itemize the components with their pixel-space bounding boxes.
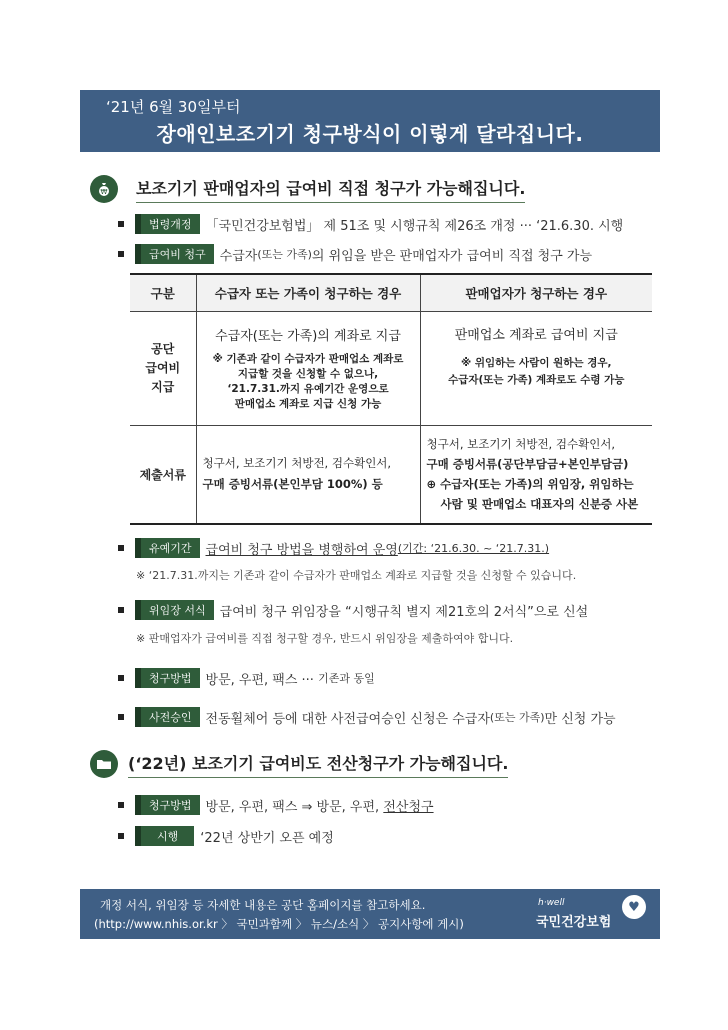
tag-badge: 급여비 청구 xyxy=(135,244,214,264)
table-row xyxy=(130,426,652,524)
list-item xyxy=(118,600,588,620)
section2-heading xyxy=(90,750,508,778)
table-header: 구분 xyxy=(130,274,196,312)
item-text: 전동휠체어 등에 대한 사전급여승인 신청은 수급자 xyxy=(205,711,490,727)
bullet-square-icon xyxy=(118,833,124,839)
footer-banner xyxy=(80,889,660,939)
item-text-small: (또는 가족) xyxy=(257,248,312,261)
item-text: 수급자 xyxy=(219,248,258,264)
brand-name: 국민건강보험 xyxy=(536,915,612,930)
item-text: 방문, 우편, 팩스 ⇒ 방문, 우편, xyxy=(205,799,380,815)
list-item xyxy=(118,244,592,264)
row-label: 제출서류 xyxy=(130,426,196,524)
cell-note-line: 판매업소 계좌로 지급 신청 가능 xyxy=(234,398,382,410)
list-item xyxy=(118,668,375,688)
item-text: 「국민건강보험법」 제 51조 및 시행규칙 제26조 개정 ··· ‘21.6.30. 시행 xyxy=(205,218,624,234)
tag-badge: 법령개정 xyxy=(135,214,200,234)
tag-badge: 유예기간 xyxy=(135,538,200,558)
tag-badge: 위임장 서식 xyxy=(135,600,214,620)
table-row xyxy=(130,312,652,426)
list-item xyxy=(118,795,434,815)
bullet-square-icon xyxy=(118,802,124,808)
row-label-line: 지급 xyxy=(151,380,175,394)
item-text: 의 위임을 받은 판매업자가 급여비 직접 청구 가능 xyxy=(311,248,593,264)
list-item xyxy=(118,538,549,558)
footer-line: 개정 서식, 위임장 등 자세한 내용은 공단 홈페이지를 참고하세요. xyxy=(100,898,426,912)
cell-line: 구매 증빙서류(본인부담 100%) 등 xyxy=(202,477,383,492)
money-bag-icon xyxy=(90,175,118,203)
item-note: ※ ‘21.7.31.까지는 기존과 같이 수급자가 판매업소 계좌로 지급할 것을 신청할 수 있습니다. xyxy=(136,569,577,582)
table-header: 판매업자가 청구하는 경우 xyxy=(420,274,652,312)
footer-line: (http://www.nhis.or.kr 〉 국민과함께 〉 뉴스/소식 〉 공지사항에 게시) xyxy=(94,917,464,931)
tag-badge: 청구방법 xyxy=(135,795,200,815)
comparison-table xyxy=(130,273,652,525)
svg-text:₩: ₩ xyxy=(100,188,108,196)
row-label xyxy=(130,312,196,426)
table-header: 수급자 또는 가족이 청구하는 경우 xyxy=(196,274,420,312)
table-cell xyxy=(196,312,420,426)
cell-line: 청구서, 보조기기 처방전, 검수확인서, xyxy=(426,437,616,452)
cell-line: 청구서, 보조기기 처방전, 검수확인서, xyxy=(202,456,392,471)
item-text-underlined: 전산청구 xyxy=(383,799,434,815)
item-note: ※ 판매업자가 급여비를 직접 청구할 경우, 반드시 위임장을 제출하여야 합니다. xyxy=(136,632,514,645)
tag-badge: 시행 xyxy=(135,826,194,846)
bullet-square-icon xyxy=(118,714,124,720)
cell-main: 판매업소 계좌로 급여비 지급 xyxy=(454,328,618,343)
item-text: 급여비 청구 위임장을 “시행규칙 별지 제21호의 2서식”으로 신설 xyxy=(219,604,589,620)
section1-heading xyxy=(90,175,525,203)
row-label-line: 급여비 xyxy=(145,361,181,375)
header-banner xyxy=(80,90,660,152)
bullet-square-icon xyxy=(118,251,124,257)
cell-note-line: ※ 기존과 같이 수급자가 판매업소 계좌로 xyxy=(212,353,404,365)
tag-badge: 사전승인 xyxy=(135,707,200,727)
cell-note-line: 지급할 것을 신청할 수 없으나, xyxy=(237,368,379,380)
list-item xyxy=(118,707,616,727)
item-text-small: 기존과 동일 xyxy=(318,672,375,685)
cell-line: 구매 증빙서류(공단부담금+본인부담금) xyxy=(426,457,629,472)
item-text: 만 신청 가능 xyxy=(544,711,616,727)
item-text: 방문, 우편, 팩스 ··· xyxy=(205,672,314,688)
list-item xyxy=(118,214,623,234)
header-date: ‘21년 6월 30일부터 xyxy=(106,98,241,116)
table-header-row xyxy=(130,274,652,312)
list-item xyxy=(118,826,334,846)
section1-title: 보조기기 판매업자의 급여비 직접 청구가 가능해집니다. xyxy=(136,176,525,203)
cell-line: 사람 및 판매업소 대표자의 신분증 사본 xyxy=(440,497,639,512)
item-text-small: (기간: ‘21.6.30. ~ ‘21.7.31.) xyxy=(397,542,550,555)
folder-icon xyxy=(90,750,118,778)
brand-tagline: h·well xyxy=(538,898,565,908)
bullet-square-icon xyxy=(118,545,124,551)
cell-note-line: ※ 위임하는 사람이 원하는 경우, xyxy=(460,357,612,369)
bullet-square-icon xyxy=(118,675,124,681)
row-label-line: 공단 xyxy=(151,342,175,356)
cell-line: ⊕ 수급자(또는 가족)의 위임장, 위임하는 xyxy=(426,477,634,492)
cell-note-line: 수급자(또는 가족) 계좌로도 수령 가능 xyxy=(448,374,625,386)
page-title: 장애인보조기기 청구방식이 이렇게 달라집니다. xyxy=(156,122,584,146)
table-cell xyxy=(420,426,652,524)
heart-logo-icon: ♥ xyxy=(622,895,646,919)
item-text-small: (또는 가족) xyxy=(489,711,545,724)
cell-main: 수급자(또는 가족)의 계좌로 지급 xyxy=(215,329,401,344)
cell-note-line: ‘21.7.31.까지 유예기간 운영으로 xyxy=(227,383,389,395)
section2-title: (‘22년) 보조기기 급여비도 전산청구가 가능해집니다. xyxy=(128,751,508,778)
bullet-square-icon xyxy=(118,607,124,613)
item-text: ‘22년 상반기 오픈 예정 xyxy=(200,830,334,846)
table-cell xyxy=(420,312,652,426)
table-cell xyxy=(196,426,420,524)
item-text: 급여비 청구 방법을 병행하여 운영 xyxy=(205,542,398,558)
tag-badge: 청구방법 xyxy=(135,668,200,688)
bullet-square-icon xyxy=(118,221,124,227)
